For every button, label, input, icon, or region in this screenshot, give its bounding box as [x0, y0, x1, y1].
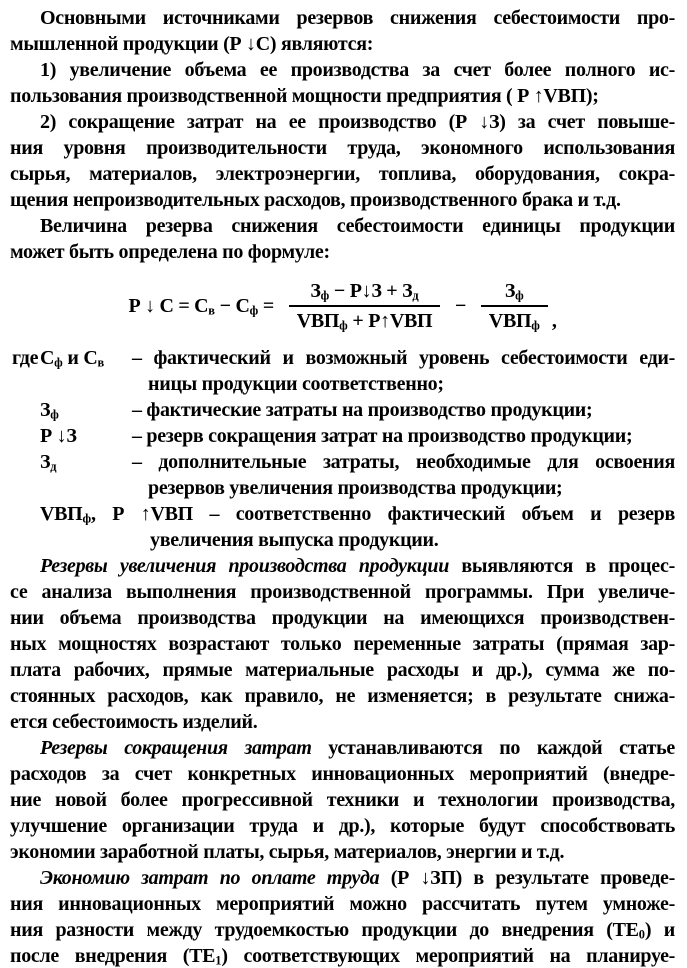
paragraph	[10, 501, 675, 553]
text-segment: щения непроизводительных расходов, производственного брака и т.д.	[10, 189, 621, 211]
text-line	[10, 761, 675, 787]
definition-row	[10, 423, 675, 449]
text-line	[10, 813, 675, 839]
fraction-numerator	[302, 278, 426, 305]
text-segment: Р ↓ С = С	[128, 295, 209, 317]
text-line	[10, 187, 675, 213]
text-line	[10, 135, 675, 161]
text-segment: устанавливаются по каждой статье	[311, 737, 675, 759]
definition-row	[10, 345, 675, 397]
text-segment: сырья, материалов, электроэнергии, топлива, оборудования, сокра-	[10, 163, 675, 185]
text-segment: и С	[62, 347, 98, 369]
text-segment: З	[310, 280, 321, 302]
definition-description	[132, 423, 675, 449]
subscript-text: ф	[320, 288, 330, 303]
paragraph	[10, 5, 675, 57]
text-segment: ных мощностях возрастают только переменные затраты (прямая зар-	[10, 633, 675, 655]
text-segment: =	[258, 295, 279, 317]
formula	[10, 267, 675, 345]
subscript-text: в	[97, 355, 105, 370]
text-line	[10, 501, 675, 527]
text-segment: , Р ↑VВП – соответственно фактический объем и резерв	[91, 503, 675, 525]
paragraph	[10, 865, 675, 968]
text-segment: ,	[551, 310, 557, 332]
text-line	[10, 161, 675, 187]
subscript-text: 0	[638, 927, 645, 942]
definition-term	[40, 449, 124, 501]
text-segment: мышленной продукции (Р ↓С) являются:	[10, 33, 374, 55]
fraction-denominator	[289, 305, 441, 334]
definition-term	[40, 423, 124, 449]
text-line	[10, 787, 675, 813]
paragraph	[10, 735, 675, 865]
text-segment: VВП	[488, 310, 532, 332]
text-line	[132, 345, 675, 371]
definition-description	[132, 397, 675, 423]
subscript-text: 1	[215, 953, 222, 968]
formula-text	[450, 293, 471, 319]
text-segment: С	[40, 347, 55, 369]
text-line	[10, 839, 675, 865]
text-line	[10, 657, 675, 683]
text-segment: ния разности между трудоемкостью продукции до внедрения (ТЕ	[10, 919, 639, 941]
text-segment: экономии заработной платы, сырья, материалов, энергии и т.д.	[10, 841, 565, 863]
text-line	[10, 943, 675, 968]
text-segment: плата рабочих, прямые материальные расходы и др.), сумма же по-	[10, 659, 675, 681]
text-segment: З	[40, 399, 51, 421]
text-line	[10, 553, 675, 579]
text-segment: пользования производственной мощности предприятия ( Р ↑VВП);	[10, 85, 599, 107]
subscript-text: ф	[82, 511, 92, 526]
definition-term	[40, 397, 124, 423]
definition-description	[132, 449, 675, 501]
text-segment: после внедрения (ТЕ	[10, 945, 216, 967]
text-segment: Р ↓З	[40, 425, 77, 447]
text-segment: улучшение организации труда и др.), которые будут способствовать	[10, 815, 675, 837]
text-segment: 2) сокращение затрат на ее производство (Р ↓З) за счет повыше-	[40, 111, 675, 133]
text-line	[10, 213, 675, 239]
formula-text	[552, 308, 557, 334]
fraction	[481, 278, 548, 334]
definition-term	[40, 345, 124, 397]
text-segment: ние новой более прогрессивной техники и технологии производства,	[10, 789, 675, 811]
definition-prefix: где	[12, 347, 39, 369]
paragraph	[10, 553, 675, 735]
subscript-text: ф	[515, 288, 524, 303]
text-line	[10, 527, 675, 553]
subscript-text: ф	[531, 318, 540, 333]
text-segment: ницы продукции соответственно;	[148, 373, 444, 395]
text-line	[10, 31, 675, 57]
text-line	[10, 5, 675, 31]
text-line	[10, 631, 675, 657]
text-line	[10, 709, 675, 735]
text-segment: выявляются в процес-	[449, 555, 675, 577]
subscript-text: д	[412, 288, 419, 303]
text-segment: − Р↓З + З	[329, 280, 413, 302]
text-segment: се анализа выполнения производственной программы. При увеличе-	[10, 581, 675, 603]
paragraph	[10, 213, 675, 265]
subscript-text: ф	[339, 318, 348, 333]
text-segment: увеличения выпуска продукции.	[150, 529, 439, 551]
text-line	[10, 83, 675, 109]
text-segment: – фактические затраты на производство продукции;	[132, 399, 593, 421]
text-segment: ния инновационных мероприятий можно рассчитать путем умноже-	[10, 893, 675, 915]
fraction-numerator	[497, 278, 532, 305]
text-line	[132, 423, 675, 449]
text-line	[10, 57, 675, 83]
text-segment: расходов за счет конкретных инновационных мероприятий (внедре-	[10, 763, 675, 785]
text-segment: Основными источниками резервов снижения себестоимости про-	[40, 7, 675, 29]
text-segment: Резервы сокращения затрат	[40, 737, 312, 759]
text-segment: 1) увеличение объема ее производства за счет более полного ис-	[40, 59, 675, 81]
text-segment: может быть определена по формуле:	[10, 241, 330, 263]
text-segment: резервов увеличения производства продукции;	[148, 477, 563, 499]
text-segment: З	[504, 280, 516, 302]
subscript-text: в	[208, 303, 215, 318]
text-line	[10, 579, 675, 605]
text-segment: – резерв сокращения затрат на производство продукции;	[132, 425, 633, 447]
text-line	[10, 865, 675, 891]
text-line	[10, 917, 675, 943]
text-segment: Величина резерва снижения себестоимости единицы продукции	[40, 215, 675, 237]
subscript-text: ф	[50, 407, 59, 422]
paragraph	[10, 109, 675, 213]
text-line	[132, 371, 675, 397]
text-segment: − С	[214, 295, 250, 317]
text-segment: ется себестоимость изделий.	[10, 711, 258, 733]
text-line	[10, 735, 675, 761]
definition-row	[10, 397, 675, 423]
text-segment: −	[450, 295, 471, 317]
definition-description	[132, 345, 675, 397]
text-line	[10, 605, 675, 631]
text-segment: – дополнительные затраты, необходимые для освоения	[132, 451, 675, 473]
text-line	[132, 475, 675, 501]
text-line	[10, 683, 675, 709]
fraction	[289, 278, 441, 334]
text-line	[10, 239, 675, 265]
paragraph	[10, 57, 675, 109]
text-segment: ) и	[644, 919, 675, 941]
text-line	[10, 891, 675, 917]
subscript-text: ф	[54, 355, 63, 370]
text-segment: VВП	[40, 503, 83, 525]
formula-text	[128, 293, 278, 319]
text-segment: нии объема производства продукции на имеющихся производствен-	[10, 607, 675, 629]
text-segment: (Р ↓ЗП) в результате проведе-	[379, 867, 675, 889]
text-segment: – фактический и возможный уровень себестоимости еди-	[132, 347, 675, 369]
subscript-text: д	[50, 459, 57, 474]
text-segment: ния уровня производительности труда, экономного использования	[10, 137, 675, 159]
text-segment: Экономию затрат по оплате труда	[40, 867, 380, 889]
text-segment: стоянных расходов, как правило, не изменяется; в результате снижа-	[10, 685, 675, 707]
text-line	[132, 449, 675, 475]
subscript-text: ф	[249, 303, 259, 318]
text-segment: VВП	[296, 310, 340, 332]
fraction-denominator	[481, 305, 548, 334]
text-line	[10, 109, 675, 135]
text-segment: Резервы увеличения производства продукции	[40, 555, 450, 577]
text-segment: + Р↑VВП	[347, 310, 433, 332]
text-line	[132, 397, 675, 423]
text-segment: З	[40, 451, 51, 473]
text-segment: ) соответствующих мероприятий на планируе-	[221, 945, 676, 967]
definition-row	[10, 449, 675, 501]
